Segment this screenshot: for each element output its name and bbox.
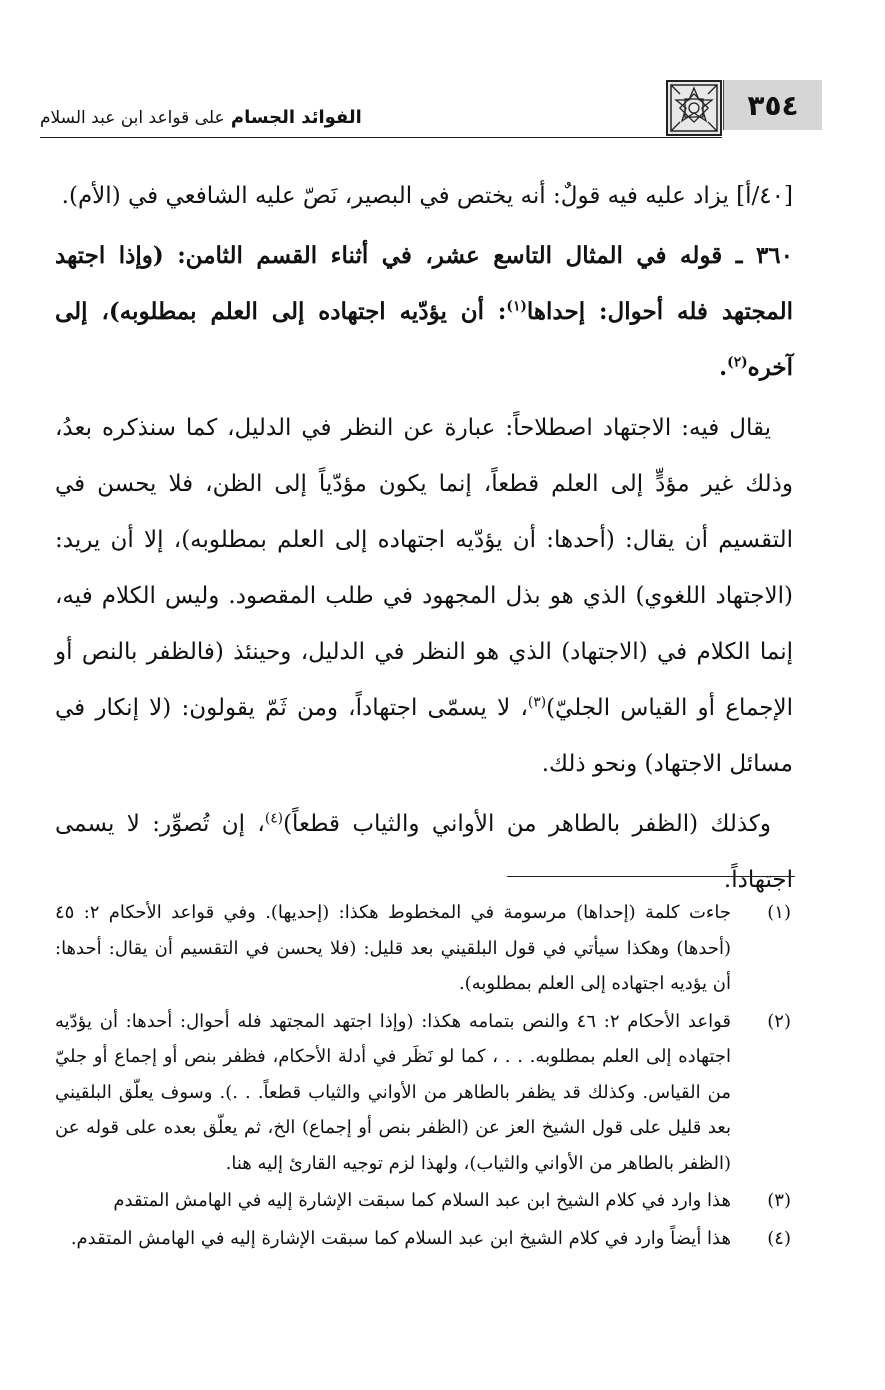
commentary-text-b: ، لا يسمّى اجتهاداً، ومن ثَمّ يقولون: (لا إنكار في مسائل الاجتهاد) ونحو ذلك. <box>55 695 793 777</box>
footnote-number: (٣) <box>767 1190 791 1211</box>
quote-heading-end: . <box>719 354 728 381</box>
footnotes <box>55 895 795 1258</box>
header-rule <box>40 137 722 138</box>
running-title-rest: على قواعد ابن عبد السلام <box>40 108 225 128</box>
quote-heading-middle: : أن يؤدّيه اجتهاده إلى العلم بمطلوبه)، إلى آخره <box>55 298 793 381</box>
footnote-1 <box>55 895 795 1002</box>
page-number: ٣٥٤ <box>723 80 822 130</box>
footnote-text: قواعد الأحكام ٢: ٤٦ والنص بتمامه هكذا: (وإذا اجتهد المجتهد فله أحوال: أحدها: أن يؤدّيه اجتهاده إلى العلم بمطلوبه. . . ، كما لو نَظَر في أدلة الأحكام، فظفر بنص أو إجماع أو جليّ من القياس. وكذلك قد يظفر بالطاهر من الأواني والثياب قطعاً. . .). وسوف يعلّق البلقيني بعد قليل على قول الشيخ العز عن (الظفر بنص أو إجماع) الخ، ثم يعلّق بعده على قوله عن (الظفر بالطاهر من الأواني والثياب)، ولهذا لزم توجيه القارئ إليه هنا. <box>55 1010 732 1174</box>
footnote-ref-2: (٢) <box>727 354 748 371</box>
footnote-number: (١) <box>767 902 791 923</box>
geometric-star-ornament-icon <box>666 80 722 136</box>
footnote-number: (٤) <box>767 1227 791 1249</box>
running-title-bold: الفوائد الجسام <box>230 107 362 128</box>
main-text <box>55 168 793 908</box>
footnote-text: هذا أيضاً وارد في كلام الشيخ ابن عبد السلام كما سبقت الإشارة إليه في الهامش المتقدم. <box>70 1227 731 1249</box>
footnote-separator <box>507 876 795 877</box>
footnote-ref-3: (٣) <box>527 694 547 711</box>
footnote-ref-4: (٤) <box>264 810 284 827</box>
footnote-4 <box>55 1221 795 1257</box>
paragraph-commentary-2 <box>55 796 793 908</box>
commentary2-text-b: ، إن تُصوِّر: لا يسمى اجتهاداً. <box>55 811 793 893</box>
page-header <box>40 78 822 138</box>
commentary-text-a: يقال فيه: الاجتهاد اصطلاحاً: عبارة عن النظر في الدليل، كما سنذكره بعدُ، وذلك غير مؤدٍّ إلى العلم قطعاً، إنما يكون مؤدّياً إلى الظن، فلا يحسن في التقسيم أن يقال: (أحدها: أن يؤدّيه اجتهاده إلى العلم بمطلوبه)، إلا أن يريد: (الاجتهاد اللغوي) الذي هو بذل المجهود في طلب المقصود. وليس الكلام فيه، إنما الكلام في (الاجتهاد) الذي هو النظر في الدليل، وحينئذ (فالظفر بالنص أو الإجماع أو القياس الجليّ) <box>55 415 793 721</box>
paragraph-quote-heading <box>55 228 793 396</box>
footnote-text: جاءت كلمة (إحداها) مرسومة في المخطوط هكذا: (إحديها). وفي قواعد الأحكام ٢: ٤٥ (أحدها) وهكذا سيأتي في قول البلقيني بعد قليل: (فلا يحسن في التقسيم أن يقال: أحدها: أن يؤديه اجتهاده إلى العلم بمطلوبه). <box>55 902 731 994</box>
footnote-3 <box>55 1183 795 1219</box>
footnote-ref-1: (١) <box>506 298 527 315</box>
running-title <box>40 107 362 128</box>
paragraph-commentary <box>55 400 793 792</box>
paragraph-continuation: [٤٠/أ] يزاد عليه فيه قولٌ: أنه يختص في البصير، نَصّ عليه الشافعي في (الأم). <box>61 183 793 209</box>
footnote-2 <box>55 1004 795 1182</box>
footnote-text: هذا وارد في كلام الشيخ ابن عبد السلام كما سبقت الإشارة إليه في الهامش المتقدم <box>113 1190 731 1211</box>
footnote-number: (٢) <box>767 1010 791 1032</box>
quote-heading-start: ٣٦٠ ـ قوله في المثال التاسع عشر، في أثناء القسم الثامن: (وإذا اجتهد المجتهد فله أحوال: إحداها <box>55 242 793 325</box>
commentary2-text-a: وكذلك (الظفر بالطاهر من الأواني والثياب قطعاً) <box>283 811 771 837</box>
